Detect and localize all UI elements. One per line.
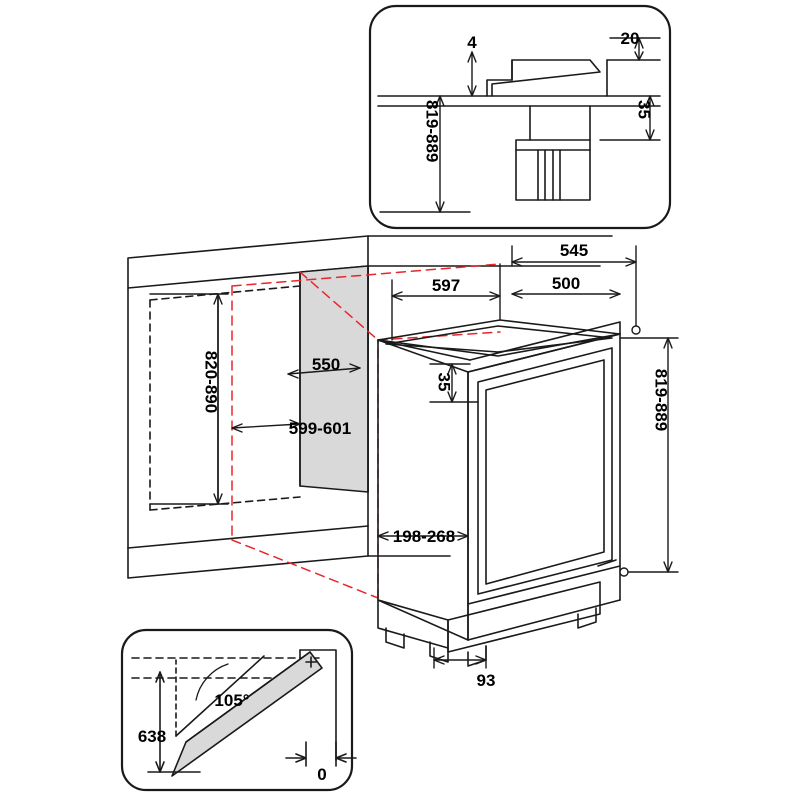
label-detail-638: 638 [137,727,167,746]
door-panel [300,266,368,492]
label-product-height-819-889: 819-889 [651,368,671,432]
appliance-dimensions [378,246,678,668]
label-detail-top-height: 819-889 [422,100,442,163]
label-detail-top-35: 35 [634,100,654,119]
label-detail-top-20: 20 [620,29,640,48]
label-niche-width-545: 545 [559,241,589,260]
label-niche-height-820-890: 820-890 [201,350,221,414]
label-panel-depth-550: 550 [311,355,341,374]
label-base-198-268: 198-268 [392,527,456,546]
label-niche-width-500: 500 [551,274,581,293]
label-detail-0: 0 [317,765,327,784]
label-door-width-599-601: 599-601 [288,419,352,438]
appliance-body [378,320,620,666]
label-plinth-35: 35 [434,372,454,392]
label-product-width-597: 597 [431,276,461,295]
label-foot-93: 93 [476,671,496,690]
label-detail-top-4: 4 [467,33,477,52]
label-detail-angle-105: 105° [214,691,250,710]
